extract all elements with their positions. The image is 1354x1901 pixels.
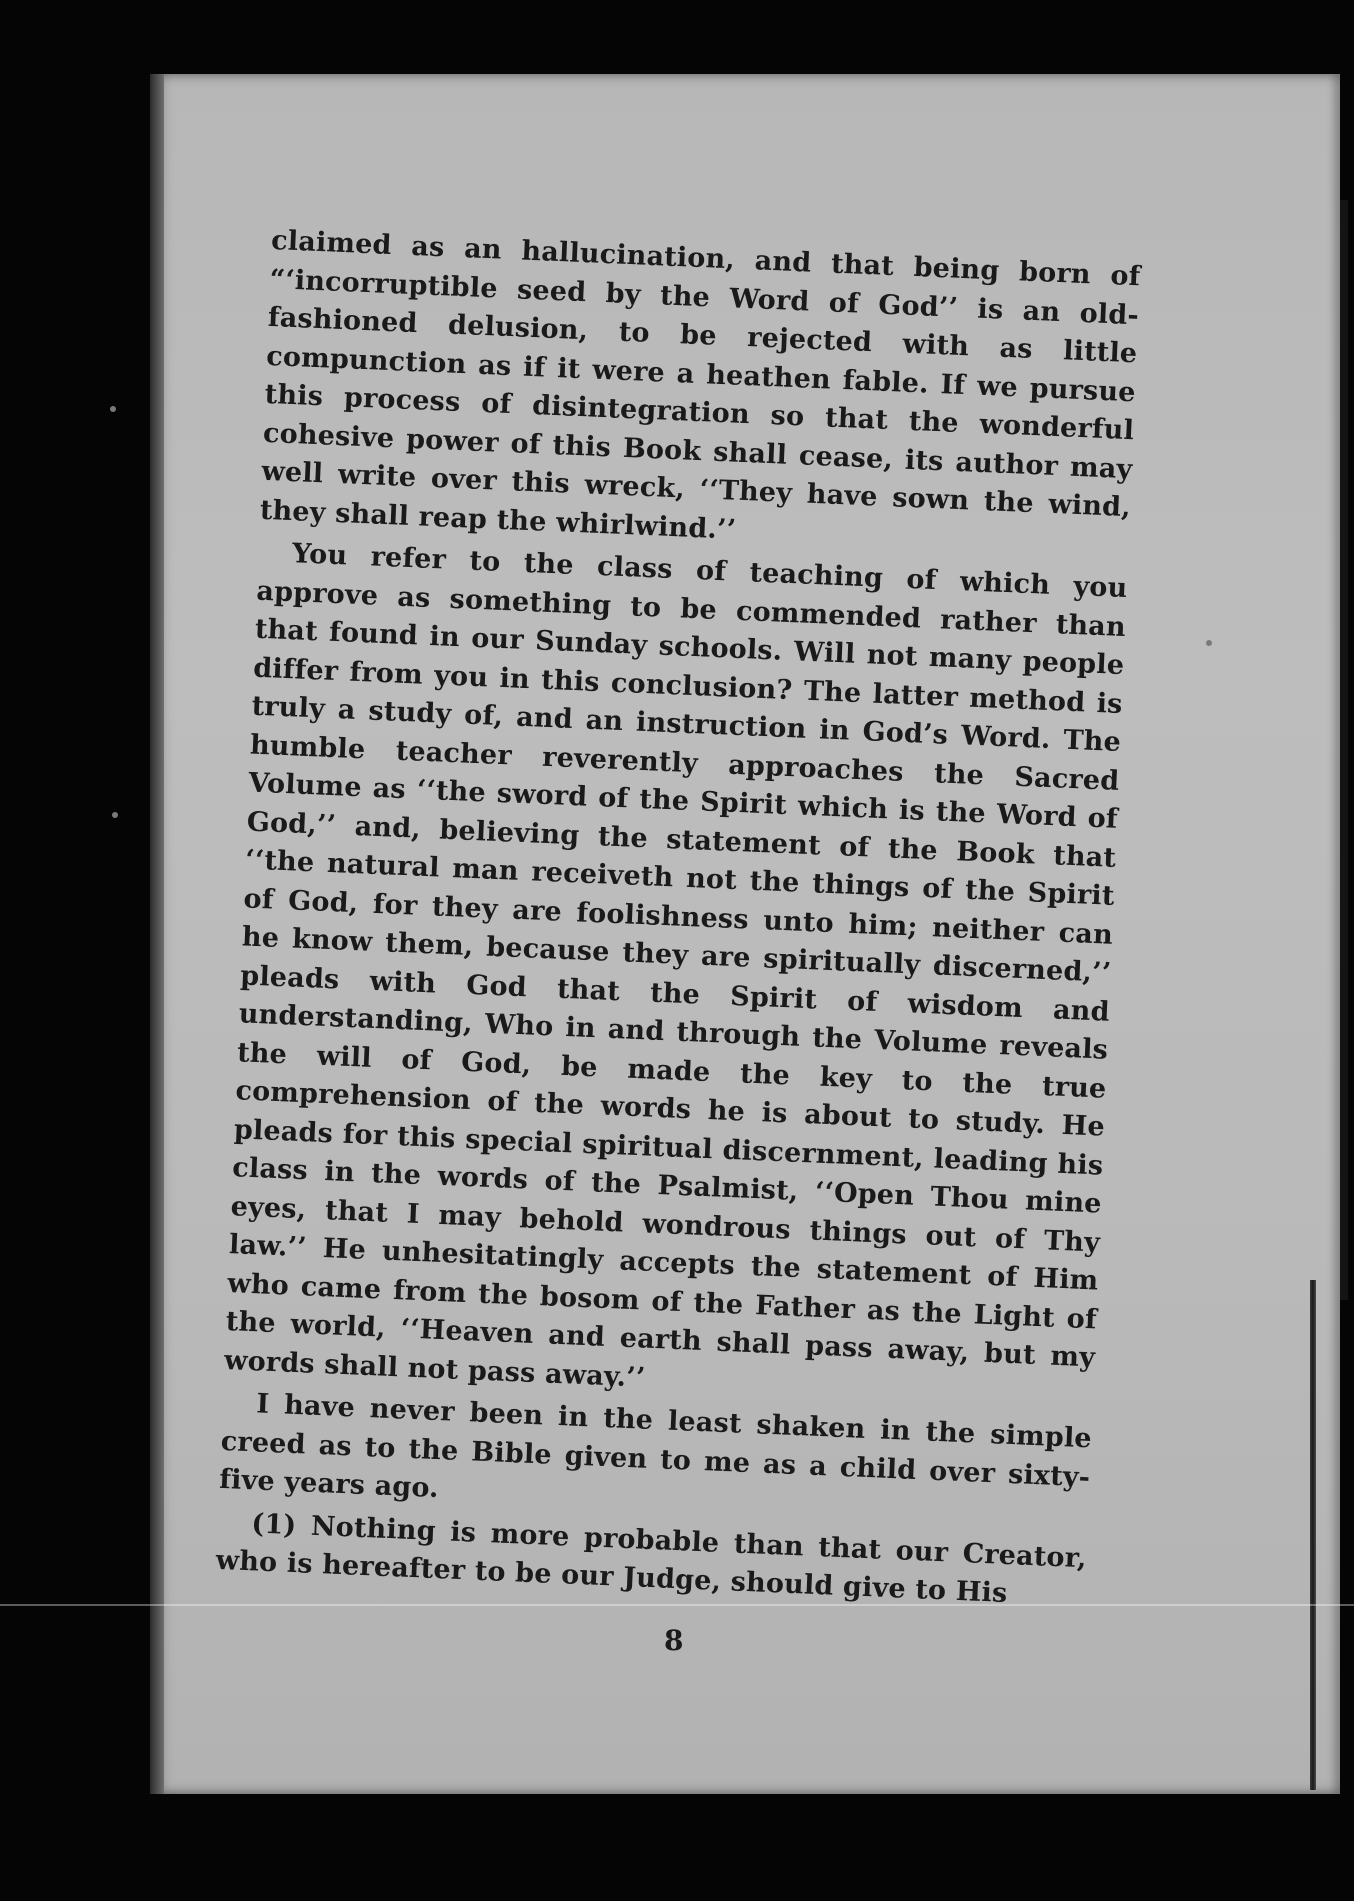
scan-speck bbox=[1206, 640, 1212, 646]
paragraph: (1) Nothing is more probable than that our Creator, who is hereafter to be our Judge, should give to His bbox=[215, 1507, 1088, 1609]
scan-speck bbox=[112, 812, 118, 818]
page-number: 8 bbox=[664, 1624, 684, 1657]
paragraph: You refer to the class of teaching of which you approve as something to be commended rather than that found in our Sunday schools. Will not many people differ from you in this conclusion? The latter method is truly a study of, and an instruction in God’s Word. The humble teacher reverently approaches the Sacred Volume as ‘‘the sword of the Spirit which is the Word of God,’’ and, believing the statement of the Book that ‘‘the natural man receiveth not the things of the Spirit of God, for they are foolishness unto him; neither can he know them, because they are spiritually discerned,’’ pleads with God that the Spirit of wisdom and understanding, Who in and through the Volume reveals the will of God, be made the key to the true comprehension of the words he is about to study. He pleads for this special spiritual discernment, leading his class in the words of the Psalmist, ‘‘Open Thou mine eyes, that I may behold wondrous things out of Thy law.’’ He unhesitatingly accepts the statement of Him who came from the bosom of the Father as the Light of the world, ‘‘Heaven and earth shall pass away, but my words shall not pass away.’’ bbox=[223, 538, 1129, 1394]
paragraph: claimed as an hallucination, and that being born of “‘incorruptible seed by the Word of God’’ is an old-fashioned delusion, to be rejected with as little compunction as if it were a heathen fable. If we pursue this process of disintegration so that the wonderful cohesive power of this Book shall cease, its author may well write over this wreck, ‘‘They have sown the wind, they shall reap the whirlwind.’’ bbox=[259, 224, 1142, 546]
page-left-edge bbox=[150, 74, 164, 1794]
page-right-edge bbox=[1340, 200, 1348, 1300]
body-text bbox=[215, 222, 1141, 1617]
page-fold-line bbox=[1310, 1280, 1316, 1790]
scan-speck bbox=[110, 406, 116, 412]
scan-artifact-line bbox=[0, 1604, 1354, 1606]
paragraph: I have never been in the least shaken in the simple creed as to the Bible given to me as a child over sixty-five years ago. bbox=[218, 1388, 1093, 1505]
